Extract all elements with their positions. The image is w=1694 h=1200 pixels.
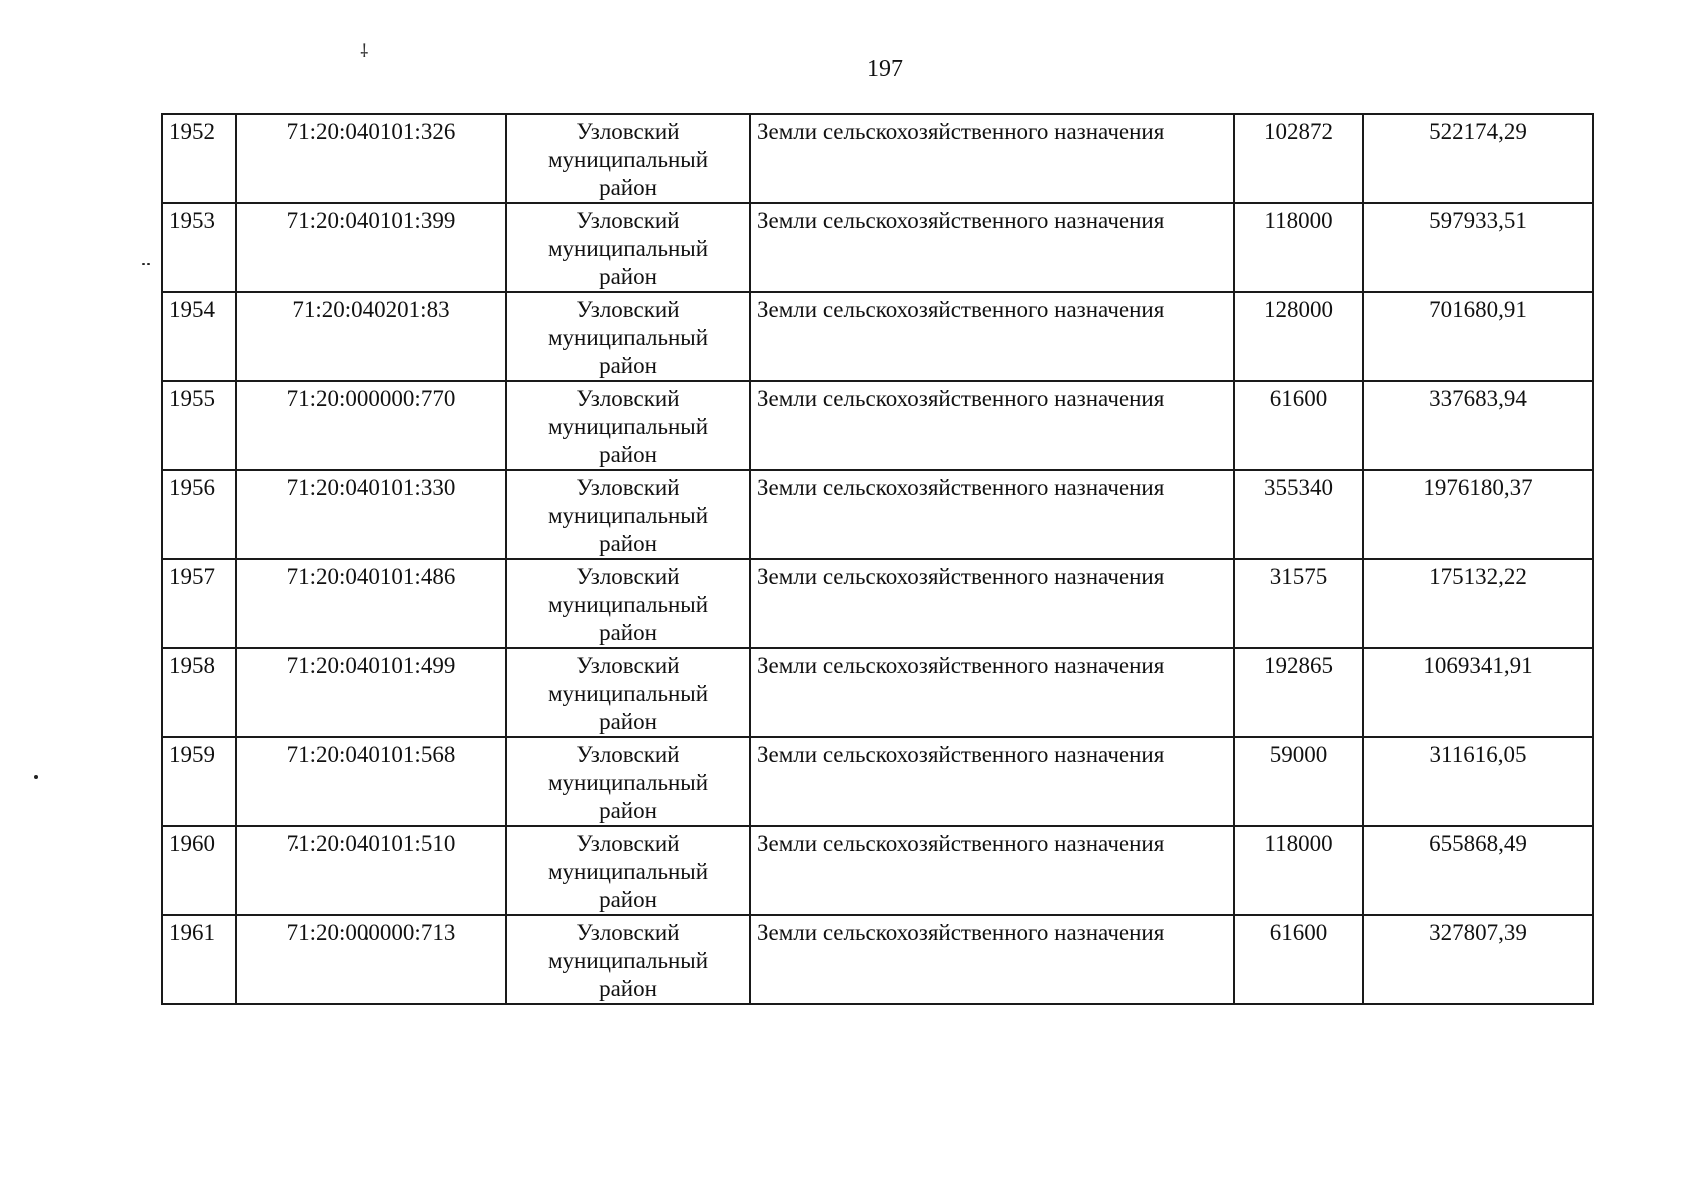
municipality-line: район [599,798,657,823]
land-category-cell: Земли сельскохозяйственного назначения [750,114,1234,203]
municipality-line: муниципальный [547,681,709,706]
municipality-cell [506,203,750,292]
cadastral-value-cell: 1069341,91 [1363,648,1593,737]
municipality-line: муниципальный [547,770,709,795]
table-row [162,381,1593,470]
municipality-line: муниципальный [547,147,709,172]
cadastral-number-cell: 71:20:040101:499 [236,648,506,737]
area-cell: 355340 [1234,470,1363,559]
table-row [162,292,1593,381]
area-cell: 59000 [1234,737,1363,826]
land-registry-table [161,113,1594,1005]
area-cell: 61600 [1234,915,1363,1004]
table-row [162,648,1593,737]
municipality-cell [506,470,750,559]
row-number-cell: 1959 [162,737,236,826]
table-body [162,114,1593,1004]
municipality-cell [506,737,750,826]
row-number-cell: 1960 [162,826,236,915]
municipality-line: муниципальный [547,592,709,617]
municipality-line: муниципальный [547,236,709,261]
area-cell: 118000 [1234,203,1363,292]
cadastral-number-cell: 71:20:000000:770 [236,381,506,470]
land-category-cell: Земли сельскохозяйственного назначения [750,915,1234,1004]
row-number-cell: 1955 [162,381,236,470]
cadastral-value-cell: 337683,94 [1363,381,1593,470]
scan-corner-mark: ⸸ [360,41,369,61]
municipality-line: Узловский [576,742,680,767]
municipality-line: муниципальный [547,414,709,439]
land-category-cell: Земли сельскохозяйственного назначения [750,203,1234,292]
table-row [162,737,1593,826]
cadastral-value-cell: 597933,51 [1363,203,1593,292]
municipality-line: район [599,976,657,1001]
area-cell: 31575 [1234,559,1363,648]
municipality-cell [506,559,750,648]
municipality-cell [506,292,750,381]
municipality-line: Узловский [576,920,680,945]
cadastral-value-cell: 1976180,37 [1363,470,1593,559]
land-category-cell: Земли сельскохозяйственного назначения [750,292,1234,381]
municipality-line: район [599,264,657,289]
table-row [162,826,1593,915]
municipality-line: район [599,531,657,556]
cadastral-value-cell: 655868,49 [1363,826,1593,915]
cadastral-number-cell: 71:20:040101:486 [236,559,506,648]
municipality-cell [506,915,750,1004]
area-cell: 61600 [1234,381,1363,470]
municipality-line: Узловский [576,653,680,678]
cadastral-number-cell: 71:20:000000:713 [236,915,506,1004]
cadastral-number-cell: 71:20:040201:83 [236,292,506,381]
municipality-line: Узловский [576,208,680,233]
municipality-cell [506,648,750,737]
row-number-cell: 1954 [162,292,236,381]
municipality-line: муниципальный [547,948,709,973]
scan-speck [34,775,38,779]
cadastral-number-cell: 71:20:040101:399 [236,203,506,292]
row-number-cell: 1952 [162,114,236,203]
municipality-line: район [599,887,657,912]
cadastral-value-cell: 701680,91 [1363,292,1593,381]
municipality-cell [506,114,750,203]
land-category-cell: Земли сельскохозяйственного назначения [750,826,1234,915]
area-cell: 118000 [1234,826,1363,915]
municipality-line: район [599,709,657,734]
cadastral-number-cell: 71:20:040101:326 [236,114,506,203]
cadastral-number-cell: 71:20:040101:568 [236,737,506,826]
municipality-line: район [599,442,657,467]
row-number-cell: 1958 [162,648,236,737]
municipality-line: муниципальный [547,503,709,528]
municipality-line: Узловский [576,297,680,322]
land-category-cell: Земли сельскохозяйственного назначения [750,381,1234,470]
cadastral-value-cell: 327807,39 [1363,915,1593,1004]
row-number-cell: 1956 [162,470,236,559]
land-category-cell: Земли сельскохозяйственного назначения [750,737,1234,826]
municipality-line: Узловский [576,831,680,856]
cadastral-number-cell: 71:20:040101:510 [236,826,506,915]
municipality-line: муниципальный [547,325,709,350]
land-category-cell: Земли сельскохозяйственного назначения [750,648,1234,737]
table-row [162,203,1593,292]
municipality-line: район [599,620,657,645]
row-number-cell: 1957 [162,559,236,648]
area-cell: 102872 [1234,114,1363,203]
table-row [162,114,1593,203]
municipality-cell [506,826,750,915]
municipality-line: Узловский [576,564,680,589]
row-number-cell: 1953 [162,203,236,292]
table-row [162,559,1593,648]
municipality-line: район [599,175,657,200]
table-row [162,915,1593,1004]
cadastral-value-cell: 311616,05 [1363,737,1593,826]
page-number: 197 [867,56,903,82]
municipality-line: Узловский [576,475,680,500]
municipality-line: район [599,353,657,378]
scan-speck [142,263,145,265]
cadastral-value-cell: 522174,29 [1363,114,1593,203]
municipality-cell [506,381,750,470]
land-category-cell: Земли сельскохозяйственного назначения [750,559,1234,648]
municipality-line: Узловский [576,119,680,144]
area-cell: 128000 [1234,292,1363,381]
land-category-cell: Земли сельскохозяйственного назначения [750,470,1234,559]
area-cell: 192865 [1234,648,1363,737]
cadastral-value-cell: 175132,22 [1363,559,1593,648]
row-number-cell: 1961 [162,915,236,1004]
scan-speck [147,263,150,265]
table-row [162,470,1593,559]
municipality-line: муниципальный [547,859,709,884]
municipality-line: Узловский [576,386,680,411]
cadastral-number-cell: 71:20:040101:330 [236,470,506,559]
